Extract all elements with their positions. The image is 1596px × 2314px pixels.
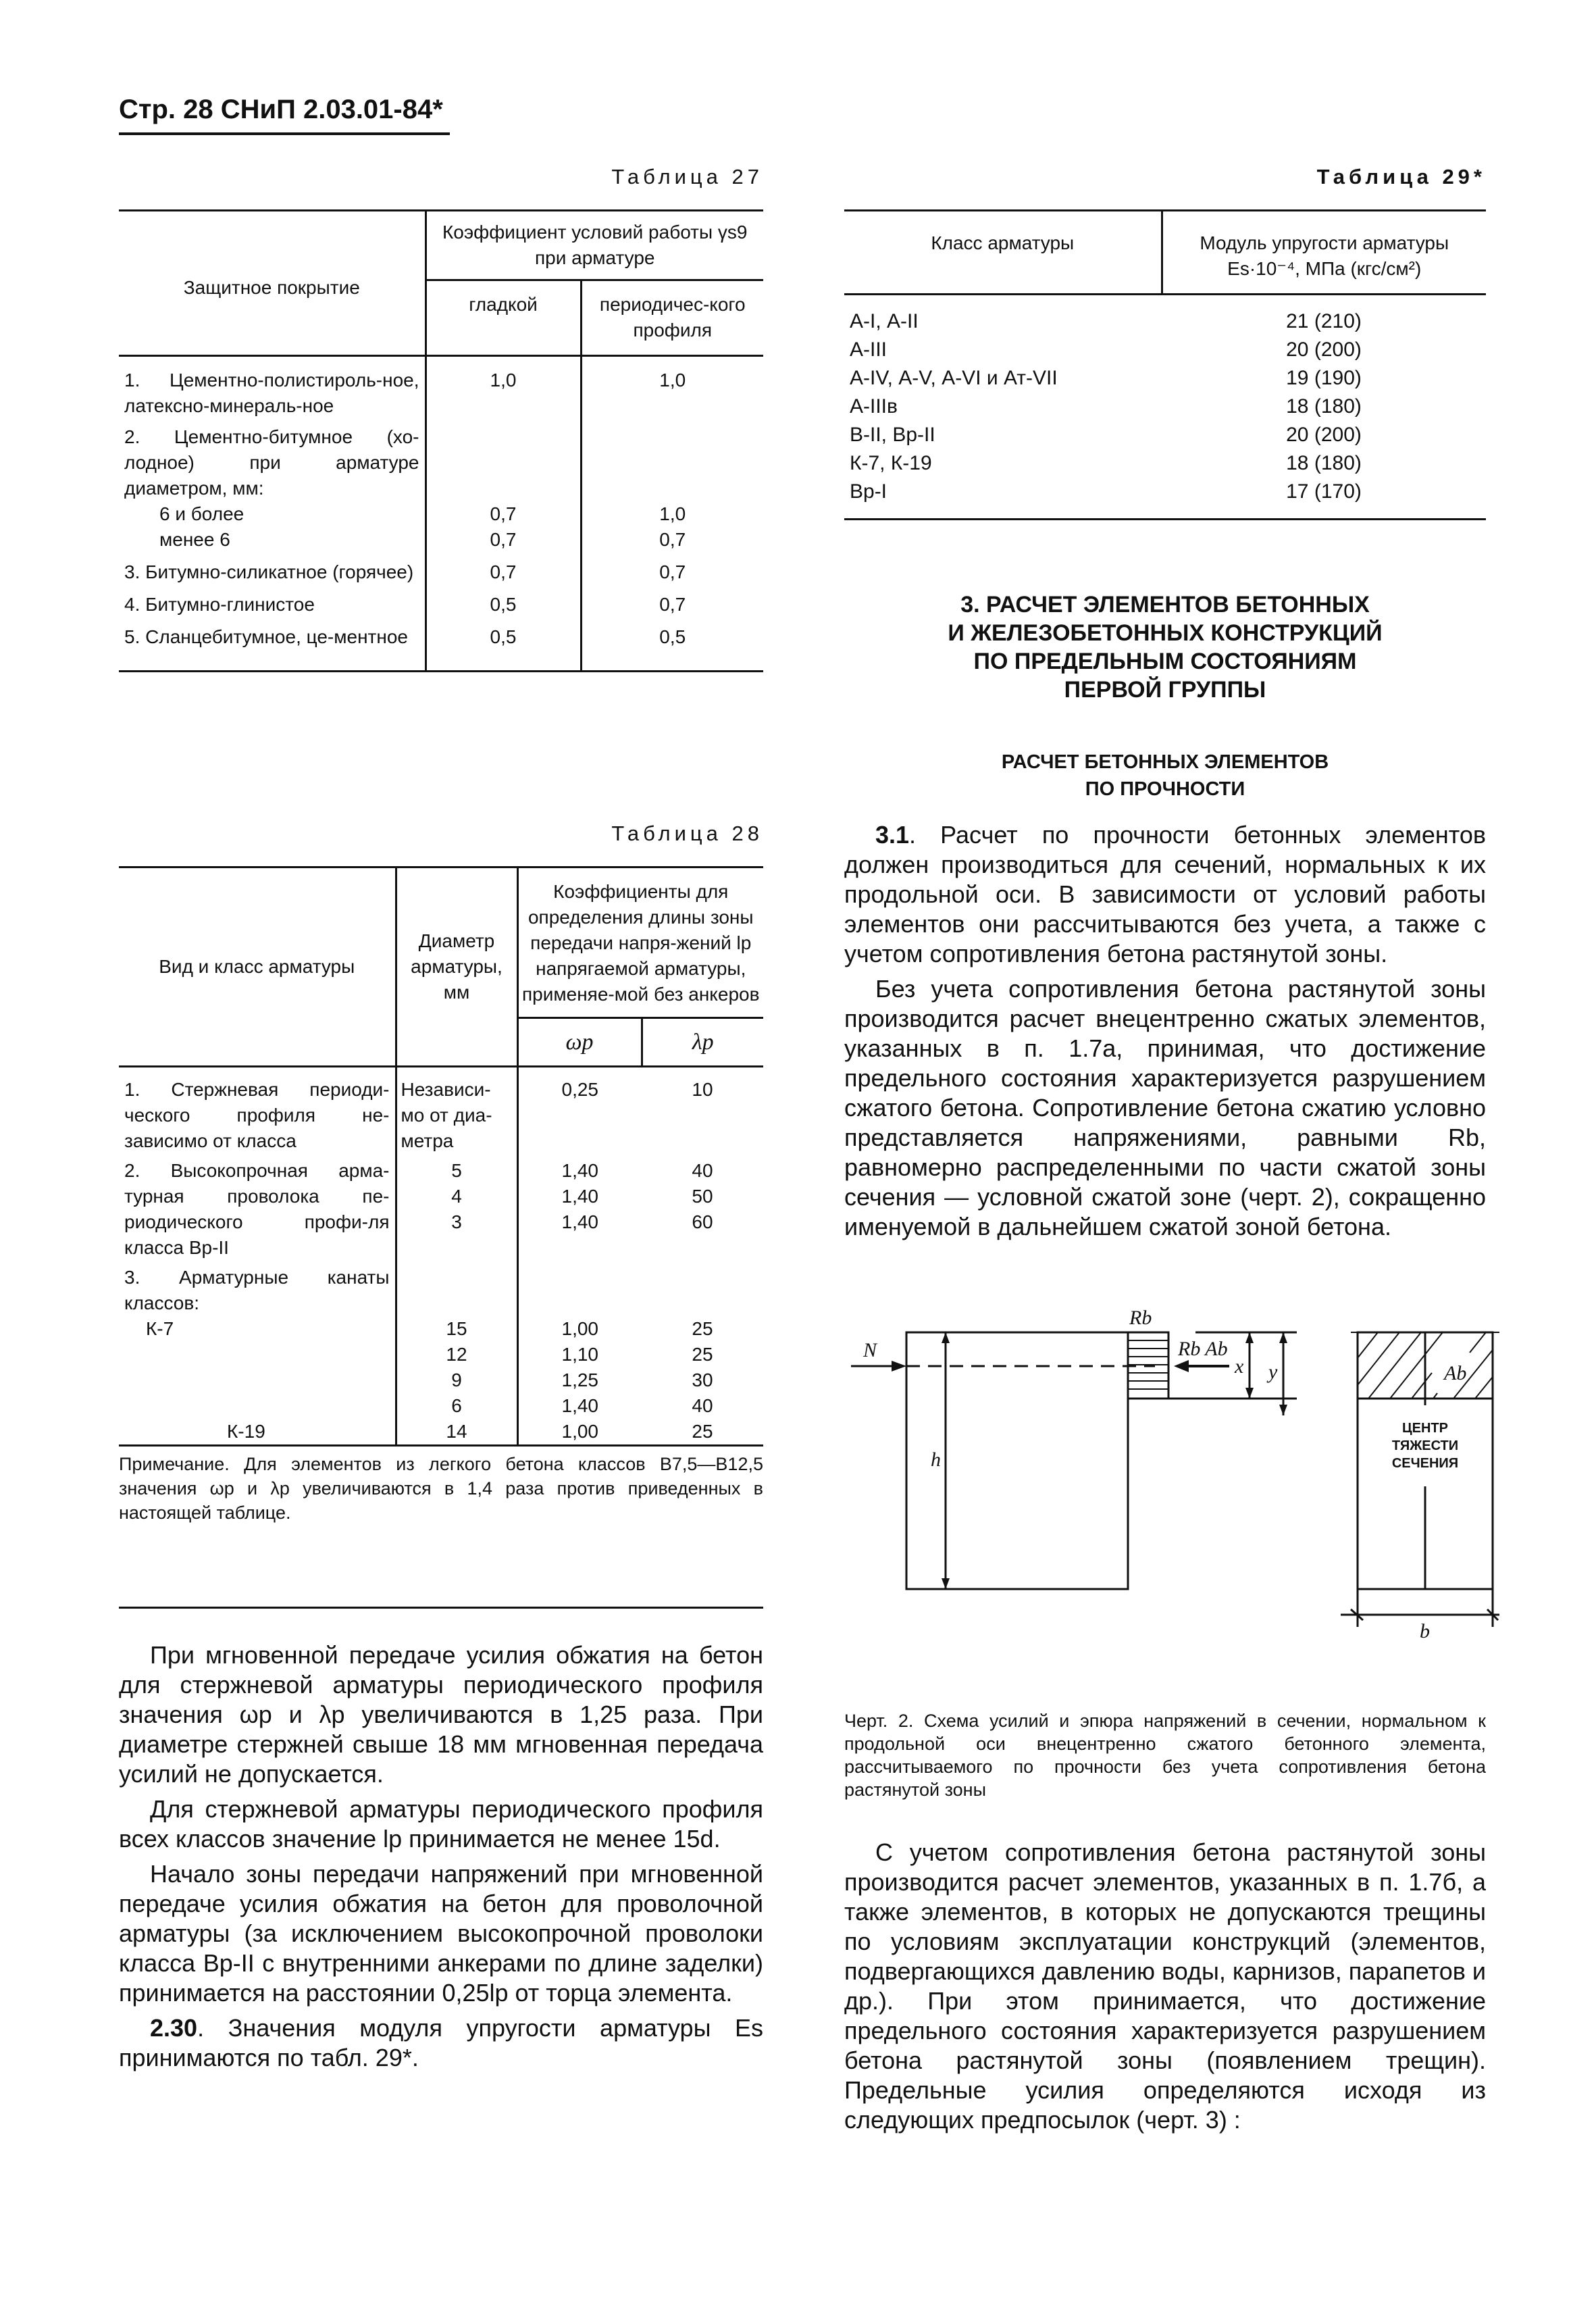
t29-class-cell: К-7, К-19 [850,452,932,474]
table28 [119,866,763,1525]
t28-omega-header: ωp [517,1018,642,1067]
table-row: 1. Цементно-полистироль-ное, латексно-минераль-ное 1,0 1,0 [119,356,763,420]
t29-class-cell: А-III [850,338,887,361]
table-row: К-19 14 1,00 25 [119,1419,763,1446]
table28-note: Примечание. Для элементов из легкого бетона классов В7,5—В12,5 значения ωp и λp увеличиваются в 1,4 раза против приведенных в настоящей таблице. [119,1454,763,1523]
label-N: N [863,1339,877,1361]
paragraph: С учетом сопротивления бетона растянутой зоны производится расчет элементов, указанных в п. 1.7б, а также элементов, в которых не допускаются трещины по условиям эксплуатации конструкций (элементов, подвергающихся давлению воды, карнизов, парапетов и др.). При этом принимается, что достижение предельного состояния характеризуется разрушением бетона растянутой зоны (появлением трещин). Предельные усилия определяются исходя из следующих предпосылок (черт. 3) : [844,1838,1486,2134]
left-body-text [119,1640,763,2073]
table-row: 3. Битумно-силикатное (горячее) 0,7 0,7 [119,553,763,585]
table-row: 2. Цементно-битумное (хо-лодное) при арматуре диаметром, мм: [119,419,763,501]
right-body-text [844,820,1486,1242]
table-row [844,420,1486,448]
table-row: менее 6 0,7 0,7 [119,527,763,553]
label-x: x [1235,1355,1244,1378]
table-row [844,476,1486,505]
table27 [119,209,763,672]
table-row: 1. Стержневая периоди-ческого профиля не-зависимо от класса Независи-мо от диа-метра 0,25 10 [119,1067,763,1155]
t29-class-cell: А-IIIв [850,395,898,418]
t27-col2a-header: гладкой [426,280,581,356]
t29-value-cell: 19 (190) [1286,367,1362,389]
t28-col2-header: Диаметр арматуры, мм [396,867,517,1067]
t29-value-cell: 20 (200) [1286,338,1362,361]
header-underline [119,132,450,135]
table27-caption: Таблица 27 [611,165,763,188]
table-row [844,295,1486,335]
table-row: 4. Битумно-глинистое 0,5 0,7 [119,585,763,618]
t29-col1-header: Класс арматуры [931,232,1075,253]
label-center-1: ЦЕНТР [1402,1421,1448,1436]
table-row [844,334,1486,363]
paragraph: Без учета сопротивления бетона растянутой зоны производится расчет внецентренно сжатых элементов, указанных в п. 1.7а, принимая, что достижение предельного состояния характеризуется разрушением сжатого бетона. Сопротивление бетона сжатию условно представляется напряжениями, равными Rb, равномерно распределенными по части сжатой зоны сечения — условной сжатой зоне (черт. 2), сокращенно именуемой в дальнейшем сжатой зоной бетона. [844,975,1486,1240]
t29-value-cell: 18 (180) [1286,452,1362,474]
t29-col2-header: Модуль упругости арматуры Es·10⁻⁴, МПа (кгс/см²) [1162,211,1486,295]
label-Ab: Ab [1444,1362,1467,1384]
paragraph: 2.30. Значения модуля упругости арматуры Es принимаются по табл. 29*. [119,2014,763,2071]
table-row: К-7 15 12 9 6 1,00 1,10 1,25 1,40 25 25 30 40 [119,1316,763,1419]
t27-col2b-header: периодичес-кого профиля [581,280,763,356]
t29-value-cell: 20 (200) [1286,424,1362,446]
table-row: 3. Арматурные канаты классов: [119,1261,763,1316]
t28-col1-header: Вид и класс арматуры [159,956,355,977]
divider [119,1607,763,1609]
t29-value-cell: 17 (170) [1286,480,1362,503]
label-y: y [1268,1361,1278,1383]
t29-class-cell: В-II, Вр-II [850,424,935,446]
label-Rb: Rb [1129,1307,1152,1329]
table-row [844,363,1486,391]
label-b: b [1420,1620,1430,1642]
t27-col1-header: Защитное покрытие [183,277,360,298]
subsection-heading: РАСЧЕТ БЕТОННЫХ ЭЛЕМЕНТОВ ПО ПРОЧНОСТИ [1001,751,1329,800]
table29-bottom-rule [844,518,1486,520]
paragraph: Для стержневой арматуры периодического профиля всех классов значение lp принимается не менее 15d. [119,1795,763,1853]
table29-caption: Таблица 29* [1316,165,1486,188]
table-row [844,448,1486,476]
figure-2-diagram [838,1297,1499,1649]
paragraph: Начало зоны передачи напряжений при мгновенной передаче усилия обжатия на бетон для проволочной арматуры (за исключением высокопрочной проволоки класса Вр-II с внутренними анкерами по длине заделки) принимается на расстоянии 0,25lp от торца элемента. [119,1860,763,2007]
right-body-text-2 [844,1838,1486,2135]
table29 [844,209,1486,520]
table-row: 5. Сланцебитумное, це-ментное 0,5 0,5 [119,618,763,672]
figure-2-caption: Черт. 2. Схема усилий и эпюра напряжений в сечении, нормальном к продольной оси внецентренно сжатого бетонного элемента, рассчитываемого по прочности без учета сопротивления бетона растянутой зоны [844,1711,1486,1800]
clause-number: 2.30 [150,2014,198,2042]
label-RbAb: Rb Ab [1178,1338,1228,1360]
label-h: h [931,1449,941,1471]
t29-class-cell: Вр-I [850,480,887,503]
t28-col3-header: Коэффициенты для определения длины зоны передачи напря-жений lp напрягаемой арматуры, применяе-мой без анкеров [517,867,763,1018]
t27-col2-header: Коэффициент условий работы γs9 при арматуре [426,211,763,280]
t28-lambda-header: λp [642,1018,763,1067]
table-row: 2. Высокопрочная арма-турная проволока пе-риодического профи-ля класса Вр-II 5 4 3 1,40 1,40 1,40 40 50 60 [119,1154,763,1261]
t29-class-cell: А-I, А-II [850,310,919,332]
t29-value-cell: 18 (180) [1286,395,1362,418]
table28-caption: Таблица 28 [611,822,763,845]
t29-value-cell: 21 (210) [1286,310,1362,332]
paragraph: 3.1. Расчет по прочности бетонных элементов должен производиться для сечений, нормальных к их продольной оси. В зависимости от условий работы элементов они рассчитываются без учета, а также с учетом сопротивления бетона растянутой зоны. [844,821,1486,967]
label-center-3: СЕЧЕНИЯ [1391,1456,1459,1471]
page-header: Стр. 28 СНиП 2.03.01-84* [119,95,443,124]
paragraph: При мгновенной передаче усилия обжатия на бетон для стержневой арматуры периодического профиля значения ωp и λp увеличиваются в 1,25 раза. При диаметре стержней свыше 18 мм мгновенная передача усилий не допускается. [119,1641,763,1788]
table-row: 6 и более 0,7 1,0 [119,501,763,527]
section-heading: 3. РАСЧЕТ ЭЛЕМЕНТОВ БЕТОННЫХ И ЖЕЛЕЗОБЕТОННЫХ КОНСТРУКЦИЙ ПО ПРЕДЕЛЬНЫМ СОСТОЯНИЯМ ПЕРВОЙ ГРУППЫ [948,592,1383,703]
clause-number: 3.1 [875,821,910,849]
table-row [844,391,1486,420]
label-center-2: ТЯЖЕСТИ [1391,1438,1459,1453]
t29-class-cell: А-IV, А-V, А-VI и Ат-VII [850,367,1058,389]
